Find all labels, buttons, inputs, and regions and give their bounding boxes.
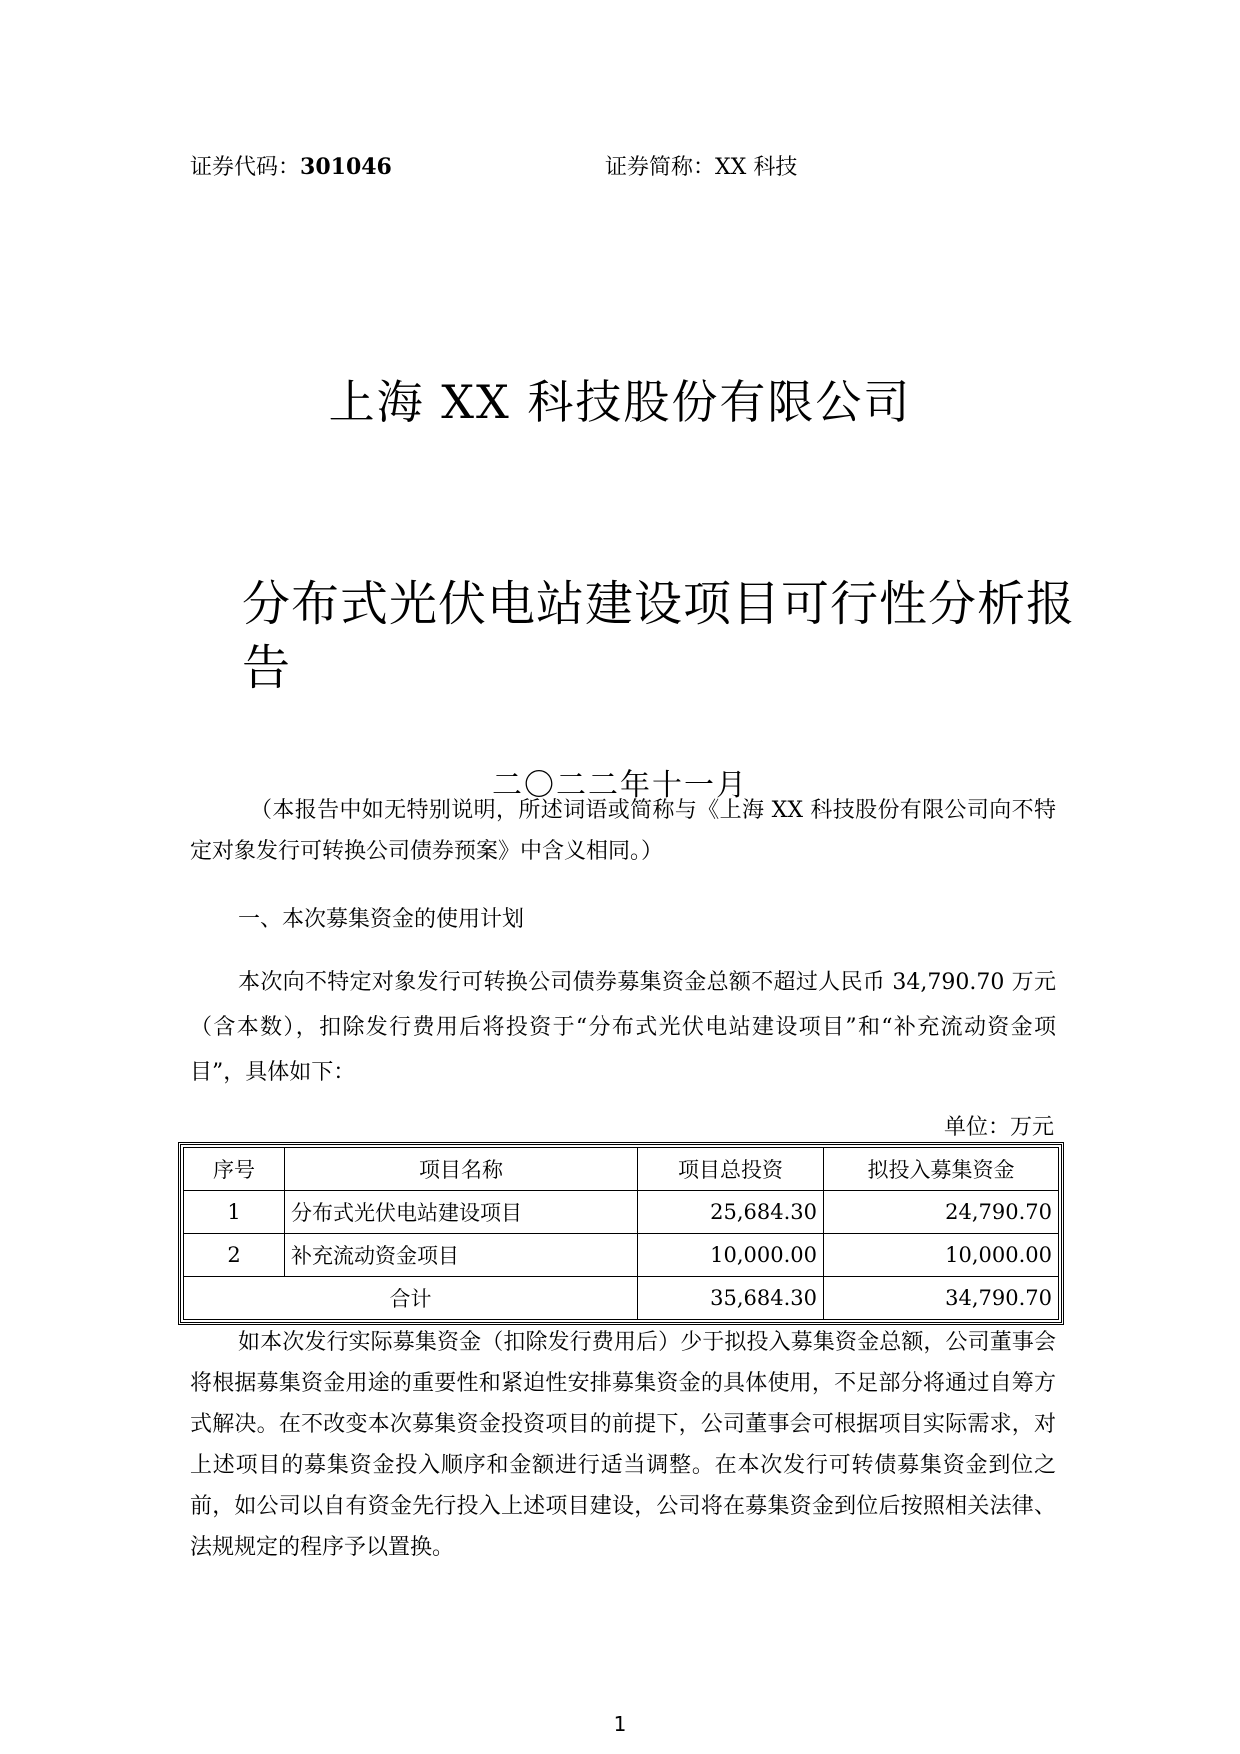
definition-note: （本报告中如无特别说明，所述词语或简称与《上海 XX 科技股份有限公司向不特定对象发行可转换公司债券预案》中含义相同。） bbox=[190, 798, 1056, 864]
raised-funds-sum: 34,790.70 bbox=[824, 1277, 1059, 1320]
page-number: 1 bbox=[613, 1712, 627, 1736]
row-no: 2 bbox=[184, 1234, 285, 1277]
security-code-label: 证券代码： bbox=[190, 155, 301, 180]
report-date: 二〇二二年十一月 bbox=[492, 768, 748, 803]
row-raised-funds: 10,000.00 bbox=[824, 1234, 1059, 1277]
col-header-project: 项目名称 bbox=[285, 1148, 638, 1191]
shortfall-paragraph: 如本次发行实际募集资金（扣除发行费用后）少于拟投入募集资金总额，公司董事会将根据募集资金用途的重要性和紧迫性安排募集资金的具体使用，不足部分将通过自筹方式解决。在不改变本次募集资金投资项目的前提下，公司董事会可根据项目实际需求，对上述项目的募集资金投入顺序和金额进行适当调整。在本次发行可转债募集资金到位之前，如公司以自有资金先行投入上述项目建设，公司将在募集资金到位后按照相关法律、法规规定的程序予以置换。 bbox=[190, 1330, 1056, 1560]
security-code bbox=[190, 150, 392, 181]
table-row bbox=[184, 1191, 1059, 1234]
row-raised-funds: 24,790.70 bbox=[824, 1191, 1059, 1234]
row-project-name: 补充流动资金项目 bbox=[285, 1234, 638, 1277]
table-total-row bbox=[184, 1277, 1059, 1320]
row-total-investment: 10,000.00 bbox=[638, 1234, 824, 1277]
report-title: 分布式光伏电站建设项目可行性分析报告 bbox=[242, 576, 1076, 696]
row-total-investment: 25,684.30 bbox=[638, 1191, 824, 1234]
col-header-total-investment: 项目总投资 bbox=[638, 1148, 824, 1191]
total-investment-sum: 35,684.30 bbox=[638, 1277, 824, 1320]
fund-plan-paragraph: 本次向不特定对象发行可转换公司债券募集资金总额不超过人民币 34,790.70 万元（含本数），扣除发行费用后将投资于“分布式光伏电站建设项目”和“补充流动资金项目”，具体如下： bbox=[190, 970, 1056, 1085]
row-project-name: 分布式光伏电站建设项目 bbox=[285, 1191, 638, 1234]
table-header-row bbox=[184, 1148, 1059, 1191]
company-name: 上海 XX 科技股份有限公司 bbox=[328, 375, 912, 429]
table-row bbox=[184, 1234, 1059, 1277]
col-header-no: 序号 bbox=[184, 1148, 285, 1191]
row-no: 1 bbox=[184, 1191, 285, 1234]
fund-usage-table bbox=[178, 1142, 1064, 1325]
security-short-name: 证券简称：XX 科技 bbox=[605, 155, 798, 180]
total-label: 合计 bbox=[184, 1277, 638, 1320]
section-heading: 一、本次募集资金的使用计划 bbox=[238, 907, 525, 932]
table-unit: 单位：万元 bbox=[943, 1115, 1054, 1140]
security-code-value: 301046 bbox=[300, 154, 392, 180]
col-header-raised-funds: 拟投入募集资金 bbox=[824, 1148, 1059, 1191]
